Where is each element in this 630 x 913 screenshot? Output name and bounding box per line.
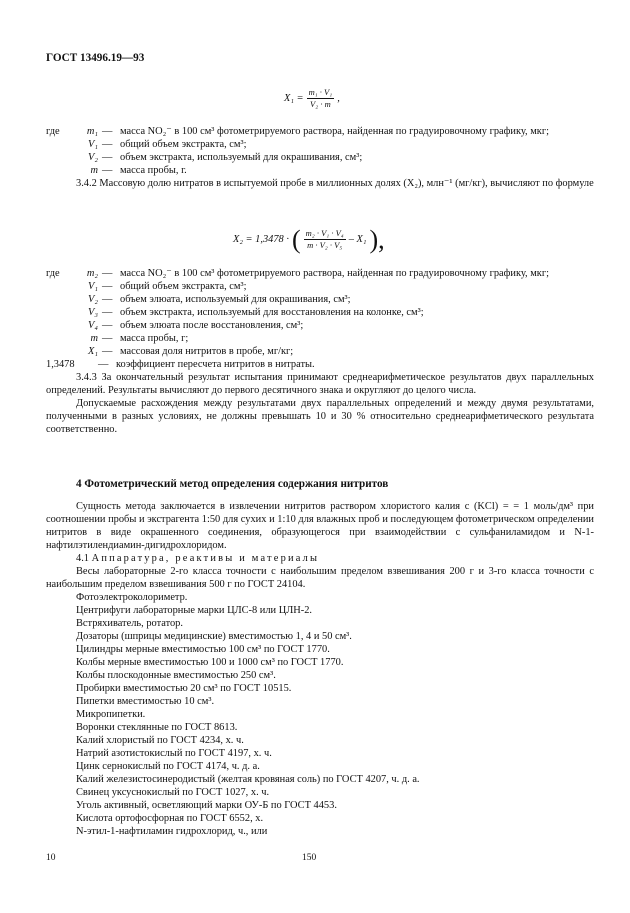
definitions-x1 — [46, 125, 594, 190]
definition-text: объем экстракта, используемый для окрашивания, см³; — [120, 152, 363, 163]
definition-lead — [46, 345, 70, 358]
definition-symbol: m₂ — [86, 268, 98, 279]
definition-lead — [46, 151, 70, 164]
definition-lead — [46, 332, 70, 345]
definition-text: масса пробы, г; — [120, 333, 189, 344]
formula-x1-fraction — [307, 87, 335, 110]
formula-x1-lhs: X₁ = — [284, 93, 304, 104]
list-item: Калий хлористый по ГОСТ 4234, х. ч. — [76, 735, 244, 746]
section-4-body — [46, 500, 594, 838]
formula-x1-tail: , — [337, 93, 340, 104]
formula-x1-denominator: V₂ · m — [310, 99, 331, 109]
list-item: Колбы плоскодонные вместимостью 250 см³. — [76, 670, 276, 681]
paragraph-scales: Весы лабораторные 2-го класса точности с наибольшим пределом взвешивания 200 г и 3-го класса точности с наибольшим пределом взвешивания 500 г по ГОСТ 24104. — [46, 566, 594, 590]
definition-lead: где — [46, 268, 60, 279]
definition-row: где m₂ — масса NO₂⁻ в 100 см³ фотометрируемого раствора, найденная по градуировочному графику, мкг; — [46, 267, 594, 280]
section-4-title: 4 Фотометрический метод определения содержания нитритов — [76, 478, 389, 490]
paragraph-3-4-3: 3.4.3 За окончательный результат испытания принимают среднеарифметическое результатов двух параллельных определений. Результаты вычисляют до первого десятичного знака и округляют до целого числа. — [46, 372, 594, 396]
definition-lead: где — [46, 126, 60, 137]
formula-x2-denominator: m · V₂ · V₅ — [307, 240, 343, 250]
definition-lead — [46, 293, 70, 306]
definition-row: V₁ — общий объем экстракта, см³; — [46, 138, 594, 151]
subsection-4-1-heading — [46, 552, 594, 565]
definition-symbol: m — [90, 165, 98, 176]
definition-row: 1,3478 — коэффициент пересчета нитритов в нитраты. — [46, 358, 594, 371]
formula-x2-open-paren: ( — [291, 225, 301, 254]
list-item: Цилиндры мерные вместимостью 100 см³ по ГОСТ 1770. — [76, 644, 330, 655]
definition-lead — [46, 164, 70, 177]
definition-lead — [46, 138, 70, 151]
formula-x2-lhs: X₂ = 1,3478 · — [233, 234, 289, 245]
definition-symbol: V₄ — [88, 320, 98, 331]
definition-symbol: X₁ — [88, 346, 98, 357]
definition-lead — [46, 280, 70, 293]
definition-row: m — масса пробы, г; — [46, 332, 594, 345]
definition-text: общий объем экстракта, см³; — [120, 139, 247, 150]
paragraph-method-principle: Сущность метода заключается в извлечении нитритов раствором хлористого калия c (KCl) = = 1 моль/дм³ при соотношении пробы и экстрагента 1:50 для сухих и 1:10 для влажных проб и последующем фотометрическом определении нитритов в виде окрашенного соединения, образующегося при взаимодействии с сульфаниламидом и N-1-нафтилэтилендиамин-дигидрохлоридом. — [46, 501, 594, 551]
list-item: Дозаторы (шприцы медицинские) вместимостью 1, 4 и 50 см³. — [76, 631, 352, 642]
list-item: Натрий азотистокислый по ГОСТ 4197, х. ч. — [76, 748, 272, 759]
definition-row: X₁ — массовая доля нитритов в пробе, мг/кг; — [46, 345, 594, 358]
definition-text: объем элюата, используемый для окрашивания, см³; — [120, 294, 351, 305]
definition-row: V₁ — общий объем экстракта, см³; — [46, 280, 594, 293]
formula-x2 — [233, 225, 385, 254]
definition-row: V₄ — объем элюата после восстановления, см³; — [46, 319, 594, 332]
definition-text: объем элюата после восстановления, см³; — [120, 320, 304, 331]
definition-lead — [46, 306, 70, 319]
formula-x1 — [284, 87, 340, 110]
definition-row: где m₁ — масса NO₂⁻ в 100 см³ фотометрируемого раствора, найденная по градуировочному графику, мкг; — [46, 125, 594, 138]
formula-x2-mid: – X₁ — [348, 234, 367, 245]
subsection-4-1-number: 4.1 — [76, 553, 89, 564]
list-item: N-этил-1-нафтиламин гидрохлорид, ч., или — [76, 826, 268, 837]
list-item: Фотоэлектроколориметр. — [76, 592, 188, 603]
definition-row: V₂ — объем экстракта, используемый для окрашивания, см³; — [46, 151, 594, 164]
definition-lead — [46, 319, 70, 332]
definition-text: масса NO₂⁻ в 100 см³ фотометрируемого раствора, найденная по градуировочному графику, мкг; — [120, 268, 549, 279]
page-number-center: 150 — [302, 853, 317, 863]
definition-text: масса пробы, г. — [120, 165, 187, 176]
definition-symbol: V₁ — [88, 281, 98, 292]
list-item: Свинец уксуснокислый по ГОСТ 1027, х. ч. — [76, 787, 270, 798]
definition-text: масса NO₂⁻ в 100 см³ фотометрируемого раствора, найденная по градуировочному графику, мкг; — [120, 126, 549, 137]
list-item: Пробирки вместимостью 20 см³ по ГОСТ 10515. — [76, 683, 292, 694]
page-number-left: 10 — [46, 853, 56, 863]
definition-symbol: V₂ — [88, 294, 98, 305]
definition-symbol: m₁ — [86, 126, 98, 137]
subsection-4-1-title: Аппаратура, реактивы и материалы — [91, 553, 320, 564]
paragraph-3-4-3-tolerance: Допускаемые расхождения между результатами двух параллельных определений и между двумя результатами, полученными в разных условиях, не должны превышать 10 и 30 % относительно среднеарифметического результата соответственно. — [46, 398, 594, 435]
list-item: Цинк сернокислый по ГОСТ 4174, ч. д. а. — [76, 761, 260, 772]
definition-symbol: V₂ — [88, 152, 98, 163]
definition-symbol: m — [90, 333, 98, 344]
list-item: Воронки стеклянные по ГОСТ 8613. — [76, 722, 238, 733]
definition-row: V₃ — объем экстракта, используемый для восстановления на колонке, см³; — [46, 306, 594, 319]
definition-text: объем экстракта, используемый для восстановления на колонке, см³; — [120, 307, 424, 318]
paragraph-3-4-2: 3.4.2 Массовую долю нитратов в испытуемой пробе в миллионных долях (X₂), млн⁻¹ (мг/кг), вычисляют по формуле — [76, 178, 594, 189]
formula-x2-fraction — [304, 228, 346, 251]
list-item: Колбы мерные вместимостью 100 и 1000 см³ по ГОСТ 1770. — [76, 657, 344, 668]
definition-row: m — масса пробы, г. — [46, 164, 594, 177]
list-item: Центрифуги лабораторные марки ЦЛС-8 или ЦЛН-2. — [76, 605, 313, 616]
definition-symbol: 1,3478 — [46, 359, 75, 370]
list-item: Уголь активный, осветляющий марки ОУ-Б по ГОСТ 4453. — [76, 800, 337, 811]
formula-x2-numerator: m₂ · V₁ · V₄ — [305, 228, 344, 238]
formula-x1-numerator: m₁ · V₁ — [308, 87, 333, 97]
equipment-list — [46, 591, 594, 838]
definition-text: массовая доля нитритов в пробе, мг/кг; — [120, 346, 294, 357]
definition-symbol: V₃ — [88, 307, 98, 318]
list-item: Кислота ортофосфорная по ГОСТ 6552, х. — [76, 813, 264, 824]
definition-text: коэффициент пересчета нитритов в нитраты. — [116, 359, 315, 370]
list-item: Калий железистосинеродистый (желтая кровяная соль) по ГОСТ 4207, ч. д. а. — [76, 774, 420, 785]
list-item: Пипетки вместимостью 10 см³. — [76, 696, 215, 707]
document-header: ГОСТ 13496.19—93 — [46, 52, 145, 64]
definition-symbol: V₁ — [88, 139, 98, 150]
definition-text: общий объем экстракта, см³; — [120, 281, 247, 292]
definition-row: V₂ — объем элюата, используемый для окрашивания, см³; — [46, 293, 594, 306]
list-item: Встряхиватель, ротатор. — [76, 618, 183, 629]
formula-x2-close-paren: ), — [369, 225, 385, 254]
definitions-x2 — [46, 267, 594, 436]
list-item: Микропипетки. — [76, 709, 146, 720]
